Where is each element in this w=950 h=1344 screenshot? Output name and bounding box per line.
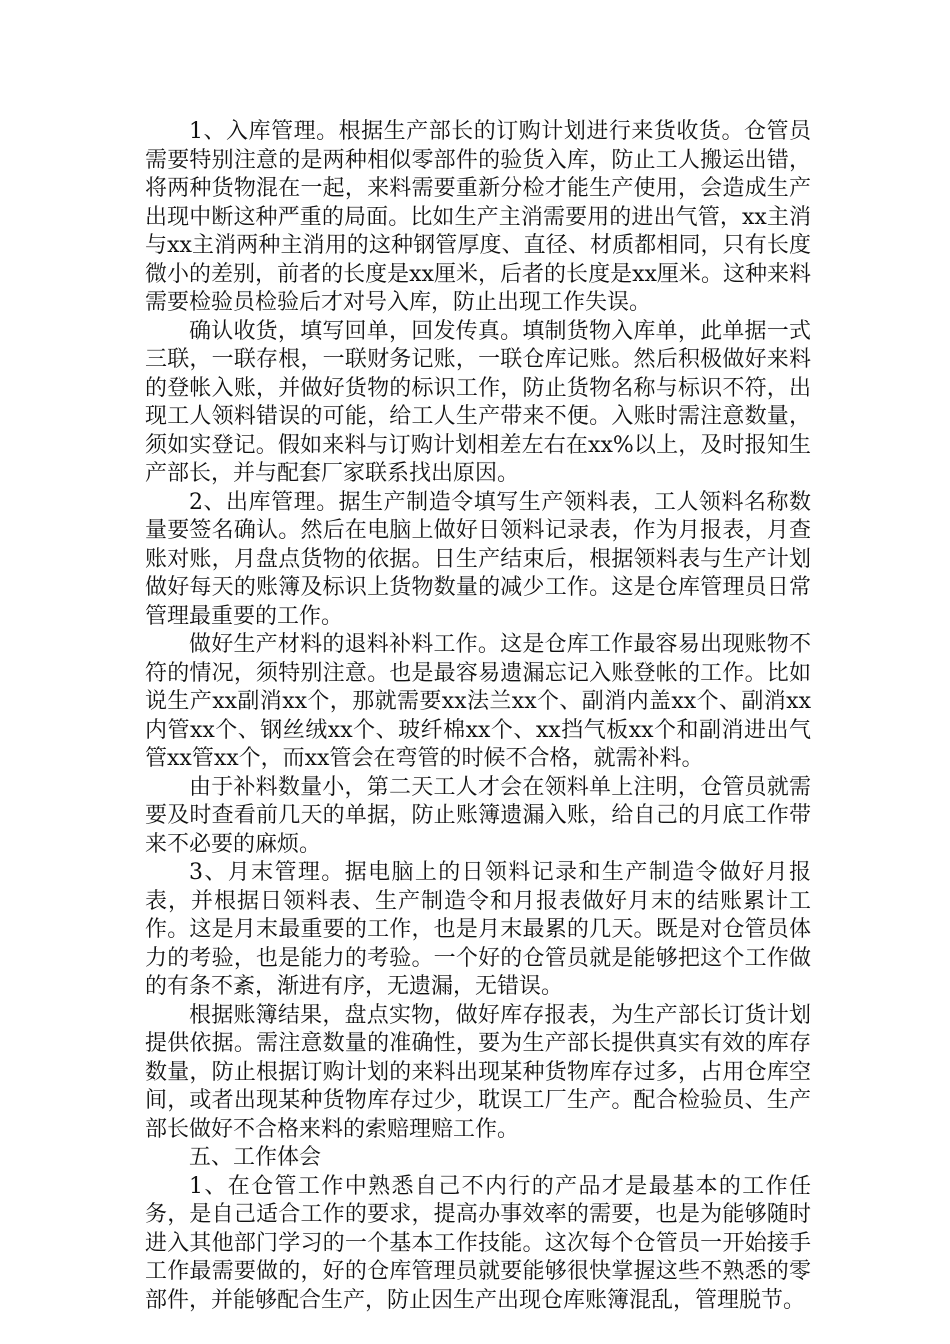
- paragraph-inventory-report: 根据账簿结果，盘点实物，做好库存报表，为生产部长订货计划提供依据。需注意数量的准确性，要为生产部长提供真实有效的库存数量，防止根据订购计划的来料出现某种货物库存过多，占用仓库空间，或者出现某种货物库存过少，耽误工厂生产。配合检验员、生产部长做好不合格来料的索赔理赔工作。: [145, 1002, 811, 1142]
- paragraph-return-supplement: 做好生产材料的退料补料工作。这是仓库工作最容易出现账物不符的情况，须特别注意。也是最容易遗漏忘记入账登帐的工作。比如说生产xx副消xx个，那就需要xx法兰xx个、副消内盖xx个、副消xx内管xx个、钢丝绒xx个、玻纤棉xx个、xx挡气板xx个和副消进出气管xx管xx个，而xx管会在弯管的时候不合格，就需补料。: [145, 632, 811, 771]
- document-body: [145, 118, 811, 1315]
- paragraph-inbound-management: 1、入库管理。根据生产部长的订购计划进行来货收货。仓管员需要特别注意的是两种相似零部件的验货入库，防止工人搬运出错，将两种货物混在一起，来料需要重新分检才能生产使用，会造成生产出现中断这种严重的局面。比如生产主消需要用的进出气管，xx主消与xx主消两种主消用的这种钢管厚度、直径、材质都相同，只有长度微小的差别，前者的长度是xx厘米，后者的长度是xx厘米。这种来料需要检验员检验后才对号入库，防止出现工作失误。: [145, 119, 811, 315]
- paragraph-month-end-management: 3、月末管理。据电脑上的日领料记录和生产制造令做好月报表，并根据日领料表、生产制造令和月报表做好月末的结账累计工作。这是月末最重要的工作，也是月末最累的几天。既是对仓管员体力的考验，也是能力的考验。一个好的仓管员就是能够把这个工作做的有条不紊，渐进有序，无遗漏，无错误。: [145, 860, 811, 999]
- paragraph-outbound-management: 2、出库管理。据生产制造令填写生产领料表，工人领料名称数量要签名确认。然后在电脑上做好日领料记录表，作为月报表，月查账对账，月盘点货物的依据。日生产结束后，根据领料表与生产计划做好每天的账簿及标识上货物数量的减少工作。这是仓库管理员日常管理最重要的工作。: [145, 489, 811, 629]
- section-heading-work-experience: 五、工作体会: [189, 1145, 322, 1170]
- paragraph-experience-1: 1、在仓管工作中熟悉自己不内行的产品才是最基本的工作任务，是自己适合工作的要求，提高办事效率的需要，也是为能够随时进入其他部门学习的一个基本工作技能。这次每个仓管员一开始接手工作最需要做的，好的仓库管理员就要能够很快掌握这些不熟悉的零部件，并能够配合生产，防止因生产出现仓库账簿混乱，管理脱节。: [145, 1173, 811, 1313]
- paragraph-confirm-receipt: 确认收货，填写回单，回发传真。填制货物入库单，此单据一式三联，一联存根，一联财务记账，一联仓库记账。然后积极做好来料的登帐入账，并做好货物的标识工作，防止货物名称与标识不符，出现工人领料错误的可能，给工人生产带来不便。入账时需注意数量，须如实登记。假如来料与订购计划相差左右在xx%以上，及时报知生产部长，并与配套厂家联系找出原因。: [145, 318, 811, 486]
- paragraph-supplement-quantity: 由于补料数量小，第二天工人才会在领料单上注明，仓管员就需要及时查看前几天的单据，防止账簿遗漏入账，给自己的月底工作带来不必要的麻烦。: [145, 774, 811, 857]
